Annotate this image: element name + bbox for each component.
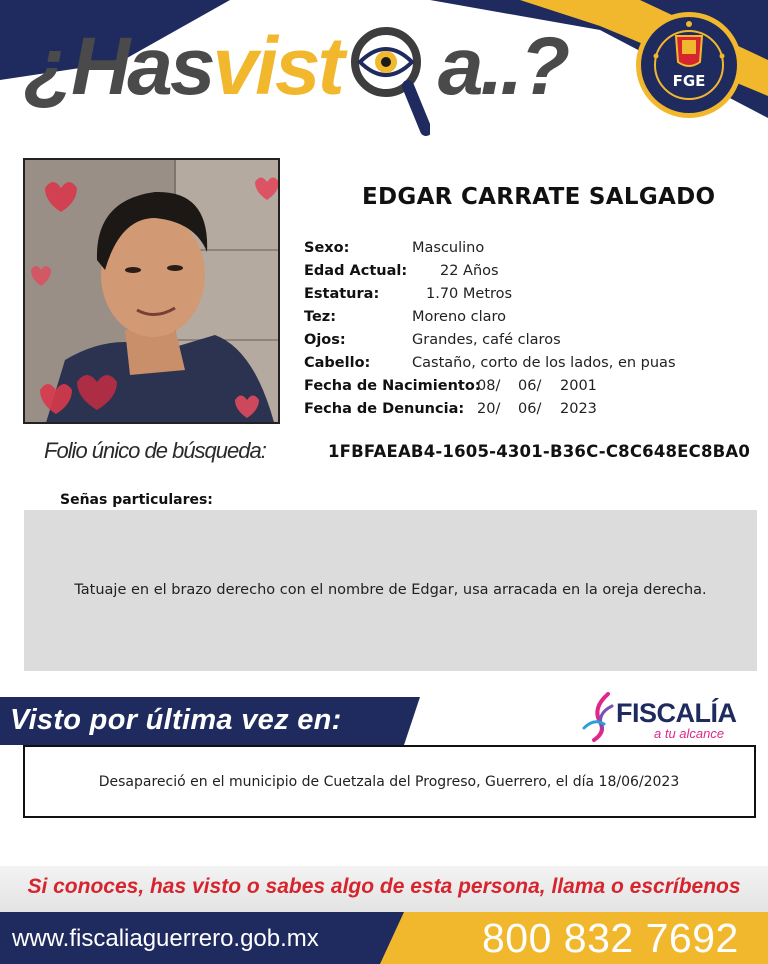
folio-label: Folio único de búsqueda:	[44, 438, 266, 463]
detail-row-edad	[304, 263, 744, 286]
estatura-label: Estatura:	[304, 286, 380, 302]
ultima-vez-text: Desapareció en el municipio de Cuetzala del Progreso, Guerrero, el día 18/06/2023	[98, 774, 680, 790]
headline-part-2: vist	[212, 21, 342, 112]
cabello-label: Cabello:	[304, 355, 371, 371]
fiscalia-tagline: a tu alcance	[654, 726, 725, 741]
cabello-value: Castaño, corto de los lados, en puas	[412, 355, 676, 371]
senas-text: Tatuaje en el brazo derecho con el nombre de Edgar, usa arracada en la oreja derecha.	[74, 582, 707, 598]
phone-number[interactable]: 800 832 7692	[482, 915, 739, 961]
denuncia-label: Fecha de Denuncia:	[304, 401, 465, 417]
tez-label: Tez:	[304, 309, 337, 325]
sexo-value: Masculino	[412, 240, 485, 256]
detail-row-cabello	[304, 355, 744, 378]
nacimiento-month: 06/	[518, 378, 542, 394]
denuncia-month: 06/	[518, 401, 542, 417]
fge-seal-logo	[634, 10, 744, 120]
tez-value: Moreno claro	[412, 309, 507, 325]
ojos-value: Grandes, café claros	[412, 332, 561, 348]
headline-part-3: a..?	[437, 21, 568, 112]
ojos-label: Ojos:	[304, 332, 346, 348]
edad-label: Edad Actual:	[304, 263, 408, 279]
nacimiento-day: 08/	[477, 378, 501, 394]
detail-row-nacimiento	[304, 378, 744, 401]
detail-row-denuncia	[304, 401, 744, 424]
fiscalia-wordmark: FISCALÍA	[616, 698, 737, 728]
folio-value: 1FBFAEAB4-1605-4301-B36C-C8C648EC8BA0	[328, 442, 751, 461]
ultima-vez-box	[23, 745, 756, 818]
denuncia-day: 20/	[477, 401, 501, 417]
detail-row-tez	[304, 309, 744, 332]
edad-value: 22 Años	[440, 263, 499, 279]
senas-box	[24, 510, 757, 671]
call-to-action-text: Si conoces, has visto o sabes algo de esta persona, llama o escríbenos	[27, 875, 741, 898]
detail-row-estatura	[304, 286, 744, 309]
headline	[24, 22, 567, 112]
denuncia-year: 2023	[560, 401, 597, 417]
sexo-label: Sexo:	[304, 240, 350, 256]
fiscalia-logo	[578, 688, 758, 744]
website-link[interactable]: www.fiscaliaguerrero.gob.mx	[12, 925, 319, 952]
detail-row-sexo	[304, 240, 744, 263]
nacimiento-year: 2001	[560, 378, 597, 394]
headline-part-1: ¿Has	[24, 21, 213, 112]
magnifier-eye-icon	[348, 26, 430, 136]
detail-row-ojos	[304, 332, 744, 355]
person-details	[304, 240, 744, 424]
seal-acronym: FGE	[672, 72, 706, 90]
nacimiento-label: Fecha de Nacimiento:	[304, 378, 481, 394]
person-photo	[23, 158, 280, 424]
senas-title: Señas particulares:	[60, 492, 213, 508]
visto-title: Visto por última vez en:	[10, 704, 342, 736]
person-name: EDGAR CARRATE SALGADO	[362, 184, 716, 210]
estatura-value: 1.70 Metros	[426, 286, 513, 302]
